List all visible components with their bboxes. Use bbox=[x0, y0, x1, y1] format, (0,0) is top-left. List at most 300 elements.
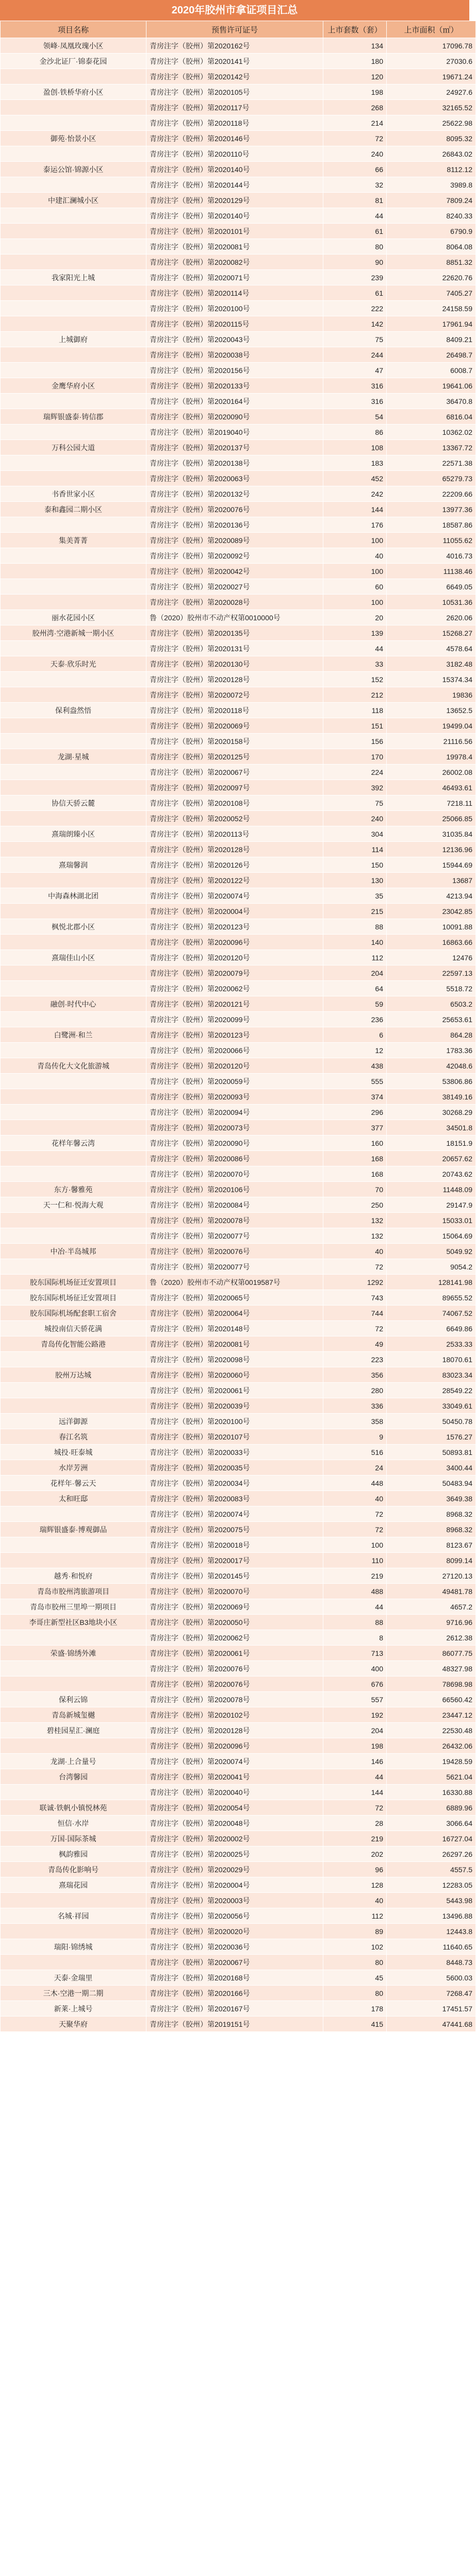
area-cell: 8240.33 bbox=[387, 208, 476, 224]
table-row bbox=[1, 394, 476, 409]
table-row bbox=[1, 533, 476, 548]
table-row bbox=[1, 1336, 476, 1352]
area-cell: 15064.69 bbox=[387, 1228, 476, 1244]
project-name-cell: 熹瑞馨润 bbox=[1, 857, 146, 873]
table-row bbox=[1, 38, 476, 54]
permit-number-cell: 青房注字（胶州）第2020123号 bbox=[146, 1027, 323, 1043]
project-name-cell: 联诚·铁帆小镇悦林苑 bbox=[1, 1800, 146, 1816]
units-cell: 244 bbox=[323, 347, 387, 363]
permit-number-cell: 青房注字（胶州）第2020090号 bbox=[146, 1136, 323, 1151]
project-name-cell: 春江名筑 bbox=[1, 1429, 146, 1445]
units-cell: 304 bbox=[323, 826, 387, 842]
permit-number-cell: 青房注字（胶州）第2020042号 bbox=[146, 564, 323, 579]
permit-number-cell: 青房注字（胶州）第2020168号 bbox=[146, 1970, 323, 1986]
permit-number-cell: 青房注字（胶州）第2020096号 bbox=[146, 935, 323, 950]
table-row bbox=[1, 440, 476, 455]
table-row bbox=[1, 548, 476, 564]
permit-number-cell: 青房注字（胶州）第2020034号 bbox=[146, 1476, 323, 1491]
units-cell: 40 bbox=[323, 548, 387, 564]
permit-number-cell: 青房注字（胶州）第2020066号 bbox=[146, 1043, 323, 1058]
units-cell: 377 bbox=[323, 1120, 387, 1136]
project-name-cell bbox=[1, 1924, 146, 1939]
table-row bbox=[1, 1707, 476, 1723]
units-cell: 268 bbox=[323, 100, 387, 115]
table-row bbox=[1, 1228, 476, 1244]
area-cell: 27030.6 bbox=[387, 54, 476, 69]
project-name-cell: 万国·国际茶城 bbox=[1, 1831, 146, 1846]
project-name-cell: 协信天骄云麓 bbox=[1, 795, 146, 811]
project-name-cell: 御苑·怡景小区 bbox=[1, 131, 146, 146]
area-cell: 21116.56 bbox=[387, 734, 476, 749]
area-cell: 11640.65 bbox=[387, 1939, 476, 1955]
area-cell: 31035.84 bbox=[387, 826, 476, 842]
area-cell: 13496.88 bbox=[387, 1908, 476, 1924]
project-name-cell: 枫韵雅园 bbox=[1, 1846, 146, 1862]
units-cell: 676 bbox=[323, 1676, 387, 1692]
permit-number-cell: 青房注字（胶州）第2020036号 bbox=[146, 1939, 323, 1955]
table-row bbox=[1, 1893, 476, 1908]
project-name-cell bbox=[1, 718, 146, 734]
units-cell: 280 bbox=[323, 1383, 387, 1398]
units-cell: 32 bbox=[323, 177, 387, 193]
permit-number-cell: 青房注字（胶州）第2019151号 bbox=[146, 2016, 323, 2032]
area-cell: 8409.21 bbox=[387, 332, 476, 347]
units-cell: 72 bbox=[323, 1259, 387, 1275]
units-cell: 744 bbox=[323, 1306, 387, 1321]
project-name-cell: 熹瑞佳山小区 bbox=[1, 950, 146, 965]
table-row bbox=[1, 1182, 476, 1197]
table-row bbox=[1, 301, 476, 316]
area-cell: 22209.66 bbox=[387, 486, 476, 502]
units-cell: 20 bbox=[323, 610, 387, 625]
units-cell: 40 bbox=[323, 1893, 387, 1908]
area-cell: 6008.7 bbox=[387, 363, 476, 378]
table-row bbox=[1, 826, 476, 842]
units-cell: 110 bbox=[323, 1553, 387, 1568]
units-cell: 44 bbox=[323, 208, 387, 224]
project-name-cell bbox=[1, 548, 146, 564]
project-name-cell: 天聚华府 bbox=[1, 2016, 146, 2032]
units-cell: 8 bbox=[323, 1630, 387, 1646]
permit-number-cell: 青房注字（胶州）第2020141号 bbox=[146, 54, 323, 69]
units-cell: 100 bbox=[323, 564, 387, 579]
table-body bbox=[1, 38, 476, 2032]
permit-number-cell: 青房注字（胶州）第2020025号 bbox=[146, 1846, 323, 1862]
project-name-cell: 白鹭洲·和兰 bbox=[1, 1027, 146, 1043]
area-cell: 33049.61 bbox=[387, 1398, 476, 1414]
area-cell: 27120.13 bbox=[387, 1568, 476, 1584]
project-name-cell bbox=[1, 208, 146, 224]
table-row bbox=[1, 1800, 476, 1816]
permit-number-cell: 青房注字（胶州）第2020166号 bbox=[146, 1986, 323, 2001]
permit-number-cell: 青房注字（胶州）第2020090号 bbox=[146, 409, 323, 425]
units-cell: 100 bbox=[323, 533, 387, 548]
area-cell: 8968.32 bbox=[387, 1522, 476, 1537]
area-cell: 42048.6 bbox=[387, 1058, 476, 1074]
table-row bbox=[1, 687, 476, 703]
units-cell: 214 bbox=[323, 115, 387, 131]
area-cell: 89655.52 bbox=[387, 1290, 476, 1306]
units-cell: 192 bbox=[323, 1707, 387, 1723]
area-cell: 78698.98 bbox=[387, 1676, 476, 1692]
table-row bbox=[1, 270, 476, 285]
units-cell: 713 bbox=[323, 1646, 387, 1661]
table-row bbox=[1, 641, 476, 656]
table-row bbox=[1, 795, 476, 811]
project-table bbox=[0, 21, 476, 2032]
permit-number-cell: 青房注字（胶州）第2020054号 bbox=[146, 1800, 323, 1816]
project-name-cell bbox=[1, 564, 146, 579]
table-row bbox=[1, 239, 476, 255]
area-cell: 7218.11 bbox=[387, 795, 476, 811]
table-row bbox=[1, 1630, 476, 1646]
permit-number-cell: 青房注字（胶州）第2020130号 bbox=[146, 656, 323, 672]
project-name-cell: 天一仁和·悦海大观 bbox=[1, 1197, 146, 1213]
project-name-cell bbox=[1, 1661, 146, 1676]
table-row bbox=[1, 455, 476, 471]
permit-number-cell: 青房注字（胶州）第2020107号 bbox=[146, 1429, 323, 1445]
project-name-cell: 青岛传化智能公路港 bbox=[1, 1336, 146, 1352]
units-cell: 70 bbox=[323, 1182, 387, 1197]
units-cell: 33 bbox=[323, 656, 387, 672]
table-row bbox=[1, 1924, 476, 1939]
units-cell: 215 bbox=[323, 904, 387, 919]
table-row bbox=[1, 1398, 476, 1414]
area-cell: 17096.78 bbox=[387, 38, 476, 54]
area-cell: 19428.59 bbox=[387, 1754, 476, 1769]
table-row bbox=[1, 1074, 476, 1089]
units-cell: 151 bbox=[323, 718, 387, 734]
permit-number-cell: 青房注字（胶州）第2020060号 bbox=[146, 1367, 323, 1383]
table-row bbox=[1, 1445, 476, 1460]
area-cell: 19499.04 bbox=[387, 718, 476, 734]
permit-number-cell: 青房注字（胶州）第2020106号 bbox=[146, 1182, 323, 1197]
table-row bbox=[1, 734, 476, 749]
permit-number-cell: 青房注字（胶州）第2020105号 bbox=[146, 84, 323, 100]
area-cell: 19671.24 bbox=[387, 69, 476, 84]
permit-number-cell: 青房注字（胶州）第2020125号 bbox=[146, 749, 323, 765]
column-header-name: 项目名称 bbox=[1, 21, 146, 38]
project-name-cell: 中冶·半岛城邦 bbox=[1, 1244, 146, 1259]
project-name-cell bbox=[1, 595, 146, 610]
units-cell: 96 bbox=[323, 1862, 387, 1877]
permit-number-cell: 青房注字（胶州）第2020120号 bbox=[146, 1058, 323, 1074]
area-cell: 48327.98 bbox=[387, 1661, 476, 1676]
project-name-cell bbox=[1, 224, 146, 239]
area-cell: 12476 bbox=[387, 950, 476, 965]
units-cell: 212 bbox=[323, 687, 387, 703]
area-cell: 5621.04 bbox=[387, 1769, 476, 1785]
units-cell: 204 bbox=[323, 1723, 387, 1738]
units-cell: 250 bbox=[323, 1197, 387, 1213]
permit-number-cell: 青房注字（胶州）第2020062号 bbox=[146, 1630, 323, 1646]
table-row bbox=[1, 1367, 476, 1383]
table-row bbox=[1, 425, 476, 440]
permit-number-cell: 青房注字（胶州）第2020123号 bbox=[146, 919, 323, 935]
units-cell: 88 bbox=[323, 1615, 387, 1630]
table-row bbox=[1, 1429, 476, 1445]
project-name-cell: 保利盎然悟 bbox=[1, 703, 146, 718]
table-row bbox=[1, 54, 476, 69]
area-cell: 13652.5 bbox=[387, 703, 476, 718]
units-cell: 400 bbox=[323, 1661, 387, 1676]
project-name-cell: 青岛传化大文化旅游城 bbox=[1, 1058, 146, 1074]
units-cell: 239 bbox=[323, 270, 387, 285]
table-row bbox=[1, 1846, 476, 1862]
area-cell: 4657.2 bbox=[387, 1599, 476, 1615]
permit-number-cell: 青房注字（胶州）第2020076号 bbox=[146, 502, 323, 517]
units-cell: 44 bbox=[323, 1769, 387, 1785]
permit-number-cell: 青房注字（胶州）第2020067号 bbox=[146, 1955, 323, 1970]
table-row bbox=[1, 1151, 476, 1166]
area-cell: 7809.24 bbox=[387, 193, 476, 208]
project-name-cell bbox=[1, 177, 146, 193]
project-name-cell bbox=[1, 1012, 146, 1027]
project-name-cell bbox=[1, 1043, 146, 1058]
permit-number-cell: 青房注字（胶州）第2020069号 bbox=[146, 718, 323, 734]
project-name-cell bbox=[1, 1166, 146, 1182]
permit-number-cell: 青房注字（胶州）第2020081号 bbox=[146, 1336, 323, 1352]
project-name-cell: 融创·时代中心 bbox=[1, 996, 146, 1012]
table-row bbox=[1, 1058, 476, 1074]
units-cell: 557 bbox=[323, 1692, 387, 1707]
area-cell: 28549.22 bbox=[387, 1383, 476, 1398]
project-name-cell bbox=[1, 255, 146, 270]
permit-number-cell: 青房注字（胶州）第2020131号 bbox=[146, 641, 323, 656]
area-cell: 11055.62 bbox=[387, 533, 476, 548]
permit-number-cell: 青房注字（胶州）第2020074号 bbox=[146, 1506, 323, 1522]
units-cell: 44 bbox=[323, 1599, 387, 1615]
permit-number-cell: 青房注字（胶州）第2020076号 bbox=[146, 1661, 323, 1676]
permit-number-cell: 青房注字（胶州）第2020158号 bbox=[146, 734, 323, 749]
units-cell: 743 bbox=[323, 1290, 387, 1306]
table-row bbox=[1, 1197, 476, 1213]
project-name-cell bbox=[1, 579, 146, 595]
project-name-cell bbox=[1, 115, 146, 131]
table-row bbox=[1, 1043, 476, 1058]
table-row bbox=[1, 502, 476, 517]
permit-number-cell: 青房注字（胶州）第2020003号 bbox=[146, 1893, 323, 1908]
permit-number-cell: 青房注字（胶州）第2020004号 bbox=[146, 1877, 323, 1893]
permit-number-cell: 青房注字（胶州）第2020145号 bbox=[146, 1568, 323, 1584]
project-name-cell bbox=[1, 1955, 146, 1970]
project-name-cell: 水岸芳洲 bbox=[1, 1460, 146, 1476]
project-name-cell: 中建汇澜城小区 bbox=[1, 193, 146, 208]
project-name-cell: 万科公园大道 bbox=[1, 440, 146, 455]
permit-number-cell: 青房注字（胶州）第2020138号 bbox=[146, 455, 323, 471]
project-name-cell: 三木·空港一期二期 bbox=[1, 1986, 146, 2001]
area-cell: 65279.73 bbox=[387, 471, 476, 486]
table-row bbox=[1, 84, 476, 100]
project-name-cell bbox=[1, 316, 146, 332]
area-cell: 3400.44 bbox=[387, 1460, 476, 1476]
units-cell: 415 bbox=[323, 2016, 387, 2032]
table-row bbox=[1, 1089, 476, 1105]
permit-number-cell: 鲁（2020）胶州市不动产权第0019587号 bbox=[146, 1275, 323, 1290]
project-name-cell bbox=[1, 1383, 146, 1398]
units-cell: 112 bbox=[323, 1908, 387, 1924]
project-name-cell: 青岛市胶州湾旅游项目 bbox=[1, 1584, 146, 1599]
permit-number-cell: 青房注字（胶州）第2020108号 bbox=[146, 795, 323, 811]
permit-number-cell: 青房注字（胶州）第2020064号 bbox=[146, 1306, 323, 1321]
permit-number-cell: 青房注字（胶州）第2020113号 bbox=[146, 826, 323, 842]
units-cell: 112 bbox=[323, 950, 387, 965]
table-row bbox=[1, 1769, 476, 1785]
area-cell: 6889.96 bbox=[387, 1800, 476, 1816]
permit-number-cell: 青房注字（胶州）第2020096号 bbox=[146, 1738, 323, 1754]
area-cell: 17451.57 bbox=[387, 2001, 476, 2016]
units-cell: 204 bbox=[323, 965, 387, 981]
permit-number-cell: 青房注字（胶州）第2020097号 bbox=[146, 780, 323, 795]
project-name-cell: 丽水花园小区 bbox=[1, 610, 146, 625]
units-cell: 146 bbox=[323, 1754, 387, 1769]
units-cell: 242 bbox=[323, 486, 387, 502]
units-cell: 198 bbox=[323, 1738, 387, 1754]
project-name-cell: 盈创·铁桥华府小区 bbox=[1, 84, 146, 100]
table-row bbox=[1, 1754, 476, 1769]
units-cell: 35 bbox=[323, 888, 387, 904]
permit-number-cell: 青房注字（胶州）第2020077号 bbox=[146, 1259, 323, 1275]
table-row bbox=[1, 904, 476, 919]
project-name-cell: 龙湖·星城 bbox=[1, 749, 146, 765]
table-row bbox=[1, 131, 476, 146]
permit-number-cell: 青房注字（胶州）第2020041号 bbox=[146, 1769, 323, 1785]
permit-number-cell: 青房注字（胶州）第2020072号 bbox=[146, 687, 323, 703]
units-cell: 47 bbox=[323, 363, 387, 378]
table-row bbox=[1, 1599, 476, 1615]
project-name-cell bbox=[1, 1120, 146, 1136]
table-row bbox=[1, 996, 476, 1012]
units-cell: 72 bbox=[323, 131, 387, 146]
units-cell: 130 bbox=[323, 873, 387, 888]
permit-number-cell: 青房注字（胶州）第2020135号 bbox=[146, 625, 323, 641]
units-cell: 89 bbox=[323, 1924, 387, 1939]
units-cell: 28 bbox=[323, 1816, 387, 1831]
table-row bbox=[1, 1831, 476, 1846]
permit-number-cell: 青房注字（胶州）第2020070号 bbox=[146, 1584, 323, 1599]
table-row bbox=[1, 1012, 476, 1027]
units-cell: 240 bbox=[323, 146, 387, 162]
area-cell: 22530.48 bbox=[387, 1723, 476, 1738]
table-row bbox=[1, 162, 476, 177]
project-name-cell: 天泰·欣乐时光 bbox=[1, 656, 146, 672]
units-cell: 142 bbox=[323, 316, 387, 332]
area-cell: 26843.02 bbox=[387, 146, 476, 162]
units-cell: 198 bbox=[323, 84, 387, 100]
permit-number-cell: 青房注字（胶州）第2020140号 bbox=[146, 208, 323, 224]
permit-number-cell: 青房注字（胶州）第2020089号 bbox=[146, 533, 323, 548]
project-name-cell: 书香世家小区 bbox=[1, 486, 146, 502]
project-name-cell: 李哥庄新型社区B3地块小区 bbox=[1, 1615, 146, 1630]
units-cell: 223 bbox=[323, 1352, 387, 1367]
table-row bbox=[1, 703, 476, 718]
units-cell: 108 bbox=[323, 440, 387, 455]
table-row bbox=[1, 1213, 476, 1228]
units-cell: 12 bbox=[323, 1043, 387, 1058]
table-row bbox=[1, 1275, 476, 1290]
project-name-cell bbox=[1, 965, 146, 981]
area-cell: 53806.86 bbox=[387, 1074, 476, 1089]
permit-number-cell: 青房注字（胶州）第2020118号 bbox=[146, 115, 323, 131]
units-cell: 59 bbox=[323, 996, 387, 1012]
area-cell: 8851.32 bbox=[387, 255, 476, 270]
area-cell: 10091.88 bbox=[387, 919, 476, 935]
project-name-cell bbox=[1, 1785, 146, 1800]
permit-number-cell: 青房注字（胶州）第2020132号 bbox=[146, 486, 323, 502]
units-cell: 296 bbox=[323, 1105, 387, 1120]
area-cell: 16330.88 bbox=[387, 1785, 476, 1800]
area-cell: 23042.85 bbox=[387, 904, 476, 919]
area-cell: 50483.94 bbox=[387, 1476, 476, 1491]
table-row bbox=[1, 471, 476, 486]
area-cell: 25653.61 bbox=[387, 1012, 476, 1027]
area-cell: 32165.52 bbox=[387, 100, 476, 115]
project-name-cell: 青岛新城玺樾 bbox=[1, 1707, 146, 1723]
units-cell: 72 bbox=[323, 1522, 387, 1537]
area-cell: 36470.8 bbox=[387, 394, 476, 409]
project-name-cell bbox=[1, 780, 146, 795]
area-cell: 9054.2 bbox=[387, 1259, 476, 1275]
units-cell: 1292 bbox=[323, 1275, 387, 1290]
area-cell: 47441.68 bbox=[387, 2016, 476, 2032]
project-name-cell bbox=[1, 1738, 146, 1754]
table-row bbox=[1, 1506, 476, 1522]
permit-number-cell: 青房注字（胶州）第2020092号 bbox=[146, 548, 323, 564]
units-cell: 86 bbox=[323, 425, 387, 440]
area-cell: 24158.59 bbox=[387, 301, 476, 316]
table-row bbox=[1, 1908, 476, 1924]
table-row bbox=[1, 1939, 476, 1955]
permit-number-cell: 青房注字（胶州）第2020043号 bbox=[146, 332, 323, 347]
column-header-permit: 预售许可证号 bbox=[146, 21, 323, 38]
area-cell: 30268.29 bbox=[387, 1105, 476, 1120]
area-cell: 8123.67 bbox=[387, 1537, 476, 1553]
table-row bbox=[1, 965, 476, 981]
area-cell: 22620.76 bbox=[387, 270, 476, 285]
project-name-cell bbox=[1, 146, 146, 162]
area-cell: 4213.94 bbox=[387, 888, 476, 904]
permit-number-cell: 青房注字（胶州）第2020065号 bbox=[146, 1290, 323, 1306]
permit-number-cell: 青房注字（胶州）第2020040号 bbox=[146, 1785, 323, 1800]
area-cell: 2612.38 bbox=[387, 1630, 476, 1646]
units-cell: 178 bbox=[323, 2001, 387, 2016]
table-row bbox=[1, 177, 476, 193]
units-cell: 61 bbox=[323, 224, 387, 239]
permit-number-cell: 青房注字（胶州）第2020100号 bbox=[146, 301, 323, 316]
table-row bbox=[1, 347, 476, 363]
project-name-cell: 熹瑞朗臻小区 bbox=[1, 826, 146, 842]
units-cell: 100 bbox=[323, 1537, 387, 1553]
project-name-cell bbox=[1, 1105, 146, 1120]
units-cell: 316 bbox=[323, 394, 387, 409]
area-cell: 49481.78 bbox=[387, 1584, 476, 1599]
project-name-cell bbox=[1, 672, 146, 687]
permit-number-cell: 青房注字（胶州）第2020061号 bbox=[146, 1383, 323, 1398]
project-name-cell: 胶州湾·空港新城一期小区 bbox=[1, 625, 146, 641]
table-row bbox=[1, 1738, 476, 1754]
area-cell: 6816.04 bbox=[387, 409, 476, 425]
area-cell: 34501.8 bbox=[387, 1120, 476, 1136]
area-cell: 5443.98 bbox=[387, 1893, 476, 1908]
project-name-cell: 我家阳光上城 bbox=[1, 270, 146, 285]
table-row bbox=[1, 857, 476, 873]
table-row bbox=[1, 1321, 476, 1336]
area-cell: 10362.02 bbox=[387, 425, 476, 440]
table-row bbox=[1, 1290, 476, 1306]
units-cell: 9 bbox=[323, 1429, 387, 1445]
area-cell: 5518.72 bbox=[387, 981, 476, 996]
permit-number-cell: 青房注字（胶州）第2020035号 bbox=[146, 1460, 323, 1476]
